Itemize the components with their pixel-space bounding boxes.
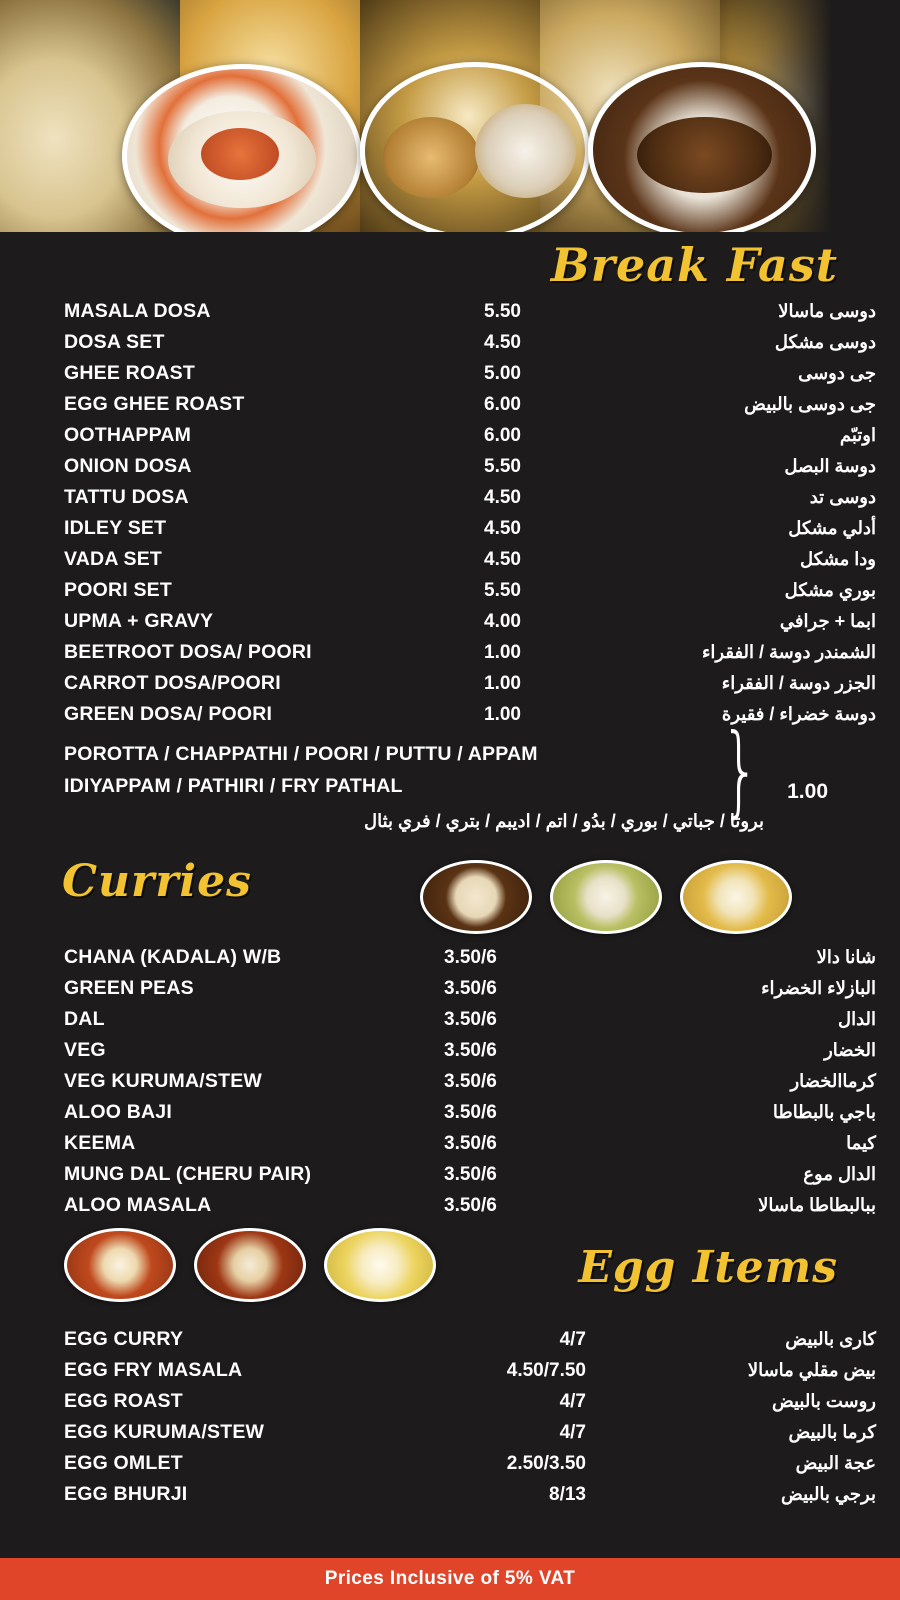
item-name: GHEE ROAST: [64, 362, 195, 384]
item-name: ONION DOSA: [64, 455, 192, 477]
chana-curry-photo: [420, 860, 532, 934]
egg-curry-photo: [64, 1228, 176, 1302]
meat-curry-photo: [588, 62, 816, 232]
menu-row: [0, 1132, 900, 1163]
item-name-arabic: كيما: [846, 1133, 876, 1153]
menu-row: [0, 1101, 900, 1132]
item-name-arabic: اوتبّم: [839, 425, 876, 445]
menu-row: [0, 1452, 900, 1483]
item-price: 4.50: [484, 518, 521, 539]
item-name-arabic: ببالبطاطا ماسالا: [758, 1195, 876, 1215]
item-name-arabic: باجي بالبطاطا: [772, 1102, 876, 1122]
item-name: VEG: [64, 1039, 106, 1061]
menu-row: [0, 641, 900, 672]
menu-row: [0, 1483, 900, 1514]
item-price: 2.50/3.50: [506, 1453, 586, 1474]
menu-row: [0, 946, 900, 977]
brace-icon: }: [720, 711, 760, 829]
item-price: 4/7: [559, 1391, 586, 1412]
item-name-arabic: دوسى ماسالا: [778, 301, 876, 321]
item-name: DOSA SET: [64, 331, 165, 353]
item-name-arabic: روست بالبيض: [771, 1391, 876, 1411]
item-name: BEETROOT DOSA/ POORI: [64, 641, 312, 663]
breakfast-item-list: [0, 300, 900, 838]
item-name: DAL: [64, 1008, 105, 1030]
combo-arabic: بروتا / جباتي / بوري / بدُو / اتم / اديبم / بتري / فري بثال: [364, 811, 764, 831]
item-name: POORI SET: [64, 579, 172, 601]
item-name: EGG FRY MASALA: [64, 1359, 243, 1381]
menu-row: [0, 610, 900, 641]
item-price: 4.00: [484, 611, 521, 632]
menu-row: [0, 1194, 900, 1225]
menu-row: [0, 977, 900, 1008]
vat-footer-bar: [0, 1558, 900, 1600]
item-name: CARROT DOSA/POORI: [64, 672, 281, 694]
menu-row: [0, 424, 900, 455]
item-name: EGG BHURJI: [64, 1483, 188, 1505]
breakfast-heading: Break Fast: [550, 238, 838, 292]
item-price: 3.50/6: [444, 1102, 497, 1123]
green-peas-curry-photo: [550, 860, 662, 934]
item-name-arabic: برجي بالبيض: [781, 1484, 876, 1504]
item-price: 1.00: [484, 673, 521, 694]
item-name-arabic: دوسة البصل: [784, 456, 876, 476]
menu-row: [0, 1070, 900, 1101]
menu-row: [0, 1421, 900, 1452]
menu-row: [0, 579, 900, 610]
menu-row: [0, 1163, 900, 1194]
item-name-arabic: جى دوسى بالبيض: [744, 394, 876, 414]
header-photo-banner: [0, 0, 900, 232]
menu-row: [0, 1359, 900, 1390]
item-name: VEG KURUMA/STEW: [64, 1070, 262, 1092]
item-price: 4.50: [484, 487, 521, 508]
egg-roast-photo: [194, 1228, 306, 1302]
combo-line-2: IDIYAPPAM / PATHIRI / FRY PATHAL: [64, 775, 403, 797]
item-name-arabic: الدال موع: [803, 1164, 876, 1184]
item-price: 3.50/6: [444, 1071, 497, 1092]
item-price: 3.50/6: [444, 1164, 497, 1185]
item-price: 1.00: [484, 704, 521, 725]
item-price: 3.50/6: [444, 1009, 497, 1030]
item-name-arabic: دوسة خضراء / فقيرة: [721, 704, 876, 724]
menu-row: [0, 486, 900, 517]
item-name: UPMA + GRAVY: [64, 610, 214, 632]
item-name: IDLEY SET: [64, 517, 167, 539]
item-name-arabic: كرماالخضار: [790, 1071, 876, 1091]
menu-row: [0, 517, 900, 548]
item-name-arabic: بوري مشكل: [784, 580, 876, 600]
menu-row: [0, 672, 900, 703]
item-price: 6.00: [484, 394, 521, 415]
item-name-arabic: جى دوسى: [798, 363, 876, 383]
menu-row: [0, 703, 900, 734]
menu-row: [0, 548, 900, 579]
egg-omlet-photo: [324, 1228, 436, 1302]
item-name: ALOO MASALA: [64, 1194, 212, 1216]
item-name: GREEN PEAS: [64, 977, 194, 999]
item-name: MUNG DAL (CHERU PAIR): [64, 1163, 312, 1185]
egg-photo-row: [64, 1228, 436, 1302]
item-price: 4/7: [559, 1329, 586, 1350]
item-name: EGG CURRY: [64, 1328, 184, 1350]
item-price: 4/7: [559, 1422, 586, 1443]
item-name: VADA SET: [64, 548, 163, 570]
item-name-arabic: الدال: [837, 1009, 876, 1029]
item-name-arabic: كارى بالبيض: [785, 1329, 876, 1349]
combo-price: 1.00: [787, 780, 828, 803]
item-name: TATTU DOSA: [64, 486, 189, 508]
item-name-arabic: دوسى مشكل: [774, 332, 876, 352]
item-price: 3.50/6: [444, 947, 497, 968]
combo-line-1: POROTTA / CHAPPATHI / POORI / PUTTU / APPAM: [64, 743, 538, 765]
item-name: OOTHAPPAM: [64, 424, 192, 446]
item-price: 3.50/6: [444, 978, 497, 999]
item-price: 6.00: [484, 425, 521, 446]
item-name-arabic: عجة البيض: [795, 1453, 876, 1473]
item-name-arabic: دوسى تد: [809, 487, 876, 507]
item-price: 4.50: [484, 332, 521, 353]
item-price: 5.50: [484, 301, 521, 322]
item-price: 5.00: [484, 363, 521, 384]
vada-sambar-photo: [360, 62, 590, 232]
menu-row: [0, 1328, 900, 1359]
item-name: EGG OMLET: [64, 1452, 183, 1474]
menu-row: [0, 1008, 900, 1039]
item-name-arabic: أدلي مشكل: [788, 518, 876, 538]
item-price: 4.50: [484, 549, 521, 570]
menu-row: [0, 393, 900, 424]
vat-note: Prices Inclusive of 5% VAT: [324, 1568, 576, 1589]
item-price: 3.50/6: [444, 1133, 497, 1154]
item-name: ALOO BAJI: [64, 1101, 172, 1123]
item-name-arabic: كرما بالبيض: [788, 1422, 876, 1442]
item-name: GREEN DOSA/ POORI: [64, 703, 273, 725]
item-name-arabic: ودا مشكل: [800, 549, 876, 569]
menu-row: [0, 300, 900, 331]
curries-heading: Curries: [62, 856, 252, 907]
menu-row: [0, 331, 900, 362]
item-price: 3.50/6: [444, 1040, 497, 1061]
egg-items-heading: Egg Items: [578, 1242, 838, 1293]
item-name: MASALA DOSA: [64, 300, 211, 322]
item-price: 3.50/6: [444, 1195, 497, 1216]
menu-row: [0, 1039, 900, 1070]
item-name: EGG ROAST: [64, 1390, 183, 1412]
item-price: 8/13: [549, 1484, 586, 1505]
item-name-arabic: البازلاء الخضراء: [761, 978, 876, 998]
item-price: 5.50: [484, 456, 521, 477]
menu-row: [0, 1390, 900, 1421]
item-name: KEEMA: [64, 1132, 136, 1154]
item-price: 5.50: [484, 580, 521, 601]
veg-curry-photo: [680, 860, 792, 934]
item-price: 1.00: [484, 642, 521, 663]
egg-item-list: [0, 1328, 900, 1514]
menu-row: [0, 362, 900, 393]
item-name-arabic: بيض مقلي ماسالا: [747, 1360, 876, 1380]
item-name-arabic: شانا دالا: [816, 947, 876, 967]
menu-row: [0, 455, 900, 486]
item-price: 4.50/7.50: [506, 1360, 586, 1381]
item-name-arabic: ابما + جرافي: [779, 611, 876, 631]
item-name-arabic: الشمندر دوسة / الفقراء: [701, 642, 876, 662]
item-name: CHANA (KADALA) W/B: [64, 946, 282, 968]
curries-item-list: [0, 946, 900, 1225]
item-name: EGG KURUMA/STEW: [64, 1421, 265, 1443]
item-name-arabic: الخضار: [824, 1040, 876, 1060]
curries-photo-row: [420, 860, 792, 934]
item-name: EGG GHEE ROAST: [64, 393, 245, 415]
item-name-arabic: الجزر دوسة / الفقراء: [721, 673, 876, 693]
